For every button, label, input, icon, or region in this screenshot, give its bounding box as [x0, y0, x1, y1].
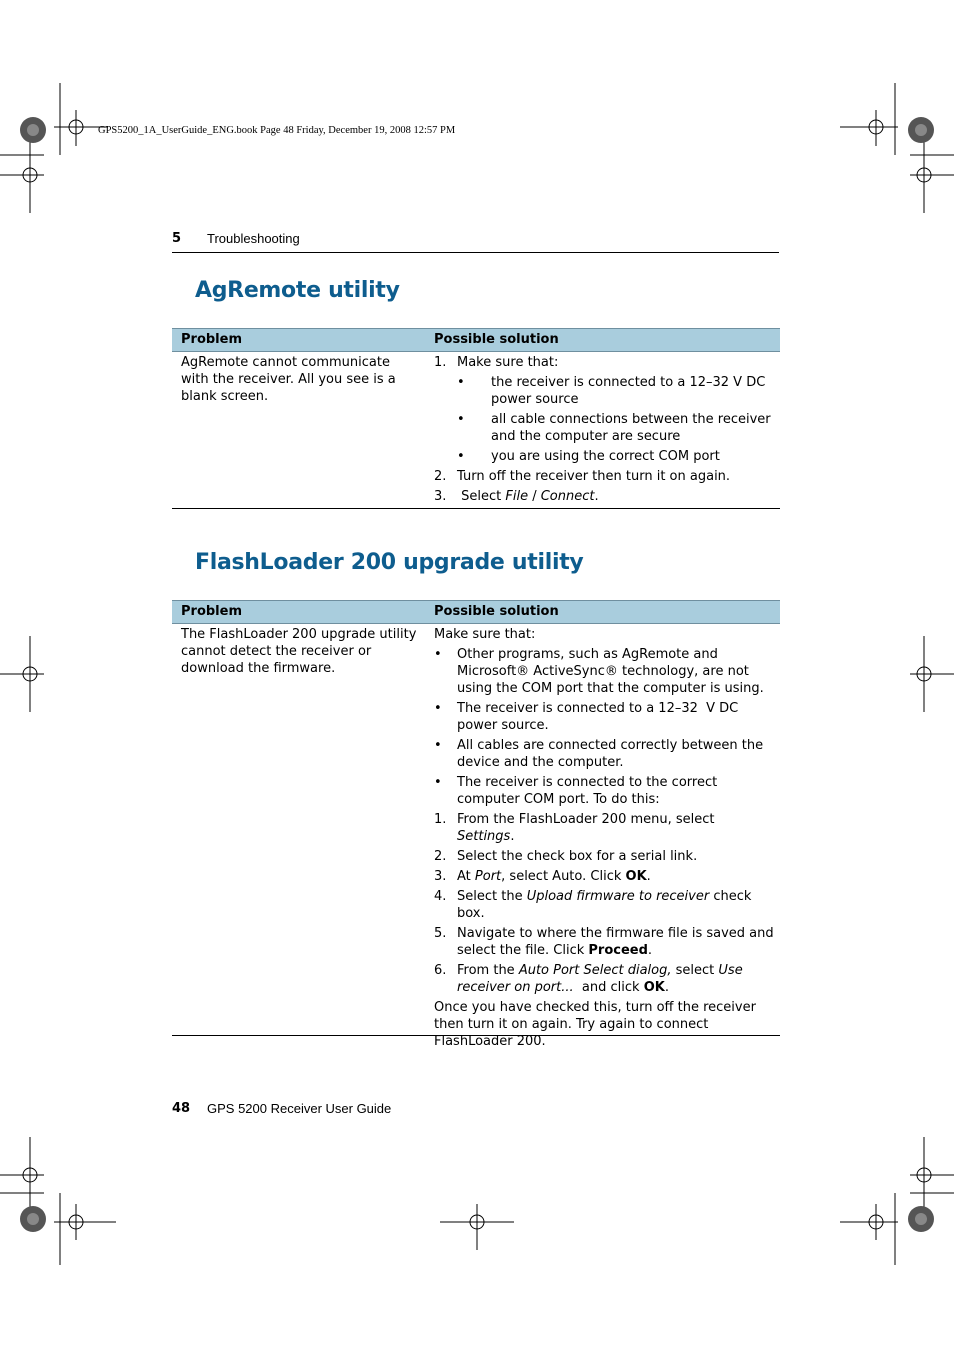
list-item: 6. From the Auto Port Select dialog, select Use receiver on port... and click OK. — [434, 963, 743, 995]
column-header-problem: Problem — [181, 604, 242, 619]
solution-cell — [434, 626, 774, 1053]
section-title-agremote: AgRemote utility — [195, 278, 400, 303]
page-number: 48 — [172, 1101, 191, 1116]
problem-cell: AgRemote cannot communicate with the receiver. All you see is a blank screen. — [181, 355, 396, 404]
list-item: • you are using the correct COM port — [457, 449, 720, 464]
column-header-problem: Problem — [181, 332, 242, 347]
column-header-solution: Possible solution — [434, 604, 559, 619]
chapter-number: 5 — [172, 231, 182, 246]
chapter-title: Troubleshooting — [207, 231, 300, 246]
agremote-table — [172, 328, 780, 509]
solution-outro: Once you have checked this, turn off the receiver then turn it on again. Try again to connect FlashLoader 200. — [434, 1000, 756, 1049]
list-item: 4. Select the Upload firmware to receiver check box. — [434, 889, 752, 921]
list-item: • The receiver is connected to a 12–32 V DC power source. — [434, 701, 743, 733]
list-item: • All cables are connected correctly between the device and the computer. — [434, 738, 764, 770]
list-item: 5. Navigate to where the firmware file is saved and select the file. Click Proceed. — [434, 926, 774, 958]
list-item: 3. Select File / Connect. — [434, 489, 599, 504]
guide-title: GPS 5200 Receiver User Guide — [207, 1101, 392, 1116]
list-item: • Other programs, such as AgRemote and Microsoft® ActiveSync® technology, are not using the COM port that the computer is using. — [434, 647, 764, 696]
list-item: • all cable connections between the receiver and the computer are secure — [457, 412, 771, 444]
list-item: 3. At Port, select Auto. Click OK. — [434, 869, 651, 884]
problem-cell: The FlashLoader 200 upgrade utility cannot detect the receiver or download the firmware. — [181, 627, 417, 676]
table-row — [172, 624, 780, 1049]
list-item: 2. Turn off the receiver then turn it on again. — [434, 469, 731, 484]
section-title-flashloader: FlashLoader 200 upgrade utility — [195, 550, 584, 575]
table-row — [172, 352, 780, 509]
table-header — [172, 600, 780, 624]
solution-cell — [434, 354, 774, 508]
list-item: • The receiver is connected to the correct computer COM port. To do this: — [434, 775, 718, 807]
print-slug: GPS5200_1A_UserGuide_ENG.book Page 48 Friday, December 19, 2008 12:57 PM — [98, 125, 456, 136]
flashloader-table — [172, 600, 780, 1049]
list-item: 1. From the FlashLoader 200 menu, select Settings. — [434, 812, 715, 844]
solution-intro: Make sure that: — [434, 627, 536, 642]
header-rule — [172, 252, 779, 253]
list-item: 1. Make sure that: — [434, 355, 559, 370]
list-item: • the receiver is connected to a 12–32 V DC power source — [457, 375, 766, 407]
column-header-solution: Possible solution — [434, 332, 559, 347]
table-header — [172, 328, 780, 352]
list-item: 2. Select the check box for a serial link. — [434, 849, 698, 864]
